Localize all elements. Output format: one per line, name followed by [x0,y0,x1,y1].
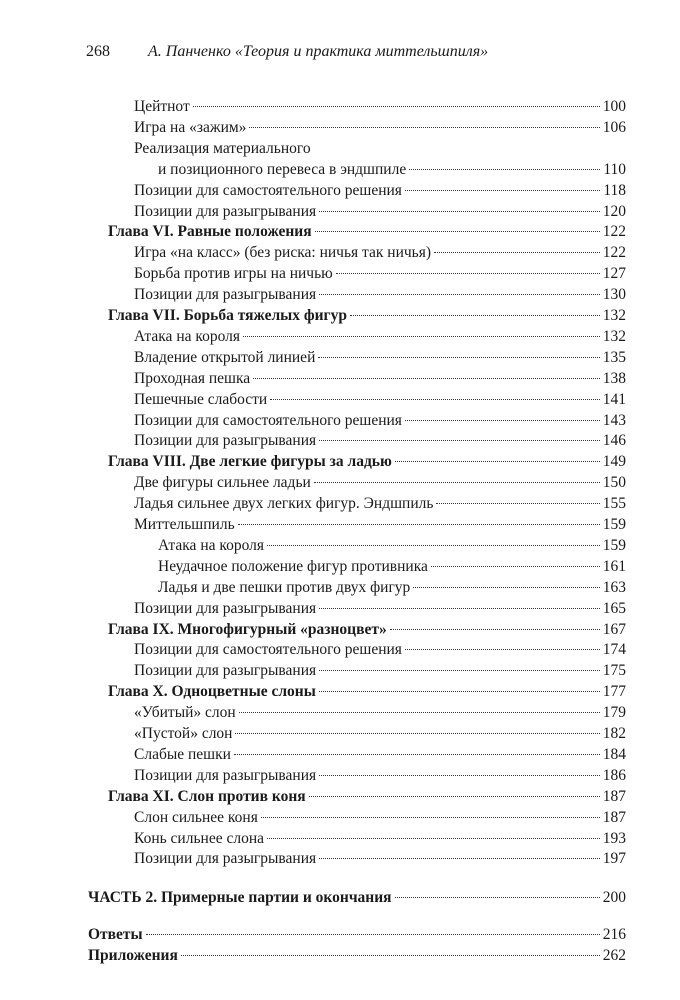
toc-part-entry [88,946,626,966]
dot-leader [261,817,600,818]
toc-entry-title: Слон сильнее коня [134,808,258,826]
toc-page-number: 132 [602,327,626,345]
toc-page-number: 100 [602,98,626,115]
dot-leader [350,315,600,316]
dot-leader [336,273,600,274]
toc-entry-title: «Убитый» слон [134,704,236,722]
toc-page-number: 174 [602,641,626,659]
toc-entry-title: Игра «на класс» (без риска: ничья так ничья) [134,244,432,262]
toc-page-number: 159 [602,516,626,533]
toc-entry-title: Глава VII. Борьба тяжелых фигур [108,307,347,324]
dot-leader [413,587,599,588]
toc-entry-title: Глава X. Одноцветные слоны [108,683,316,701]
toc-page-number: 200 [602,889,626,907]
toc-entry-title: Позиции для разыгрывания [134,202,317,220]
toc-entry-title: Игра на «зажим» [134,118,247,136]
toc-page-number: 184 [602,745,626,763]
toc-page-number: 149 [602,453,626,471]
toc-entry-title: Позиции для самостоятельного решения [134,181,402,199]
toc-section-entry [134,327,626,347]
running-title: А. Панченко «Теория и практика миттельшпиля» [148,43,489,60]
dot-leader [267,838,600,839]
toc-entry-title: Ладья сильнее двух легких фигур. Эндшпиль [134,495,434,513]
dot-leader [267,545,600,546]
toc-entry-title: Конь сильнее слона [134,829,265,847]
toc-section-entry [158,536,626,556]
toc-chapter-entry [108,787,626,807]
dot-leader [309,796,600,797]
toc-section-entry [134,808,626,828]
toc-entry-title: и позиционного перевеса в эндшпиле [158,160,407,178]
dot-leader [319,608,600,609]
dot-leader [390,629,600,630]
toc-entry-title: Приложения [88,947,178,965]
toc-page-number: 165 [602,599,626,617]
toc-section-entry [158,578,626,598]
toc-entry-title: Позиции для разыгрывания [134,432,317,450]
toc-section-entry [134,745,626,765]
dot-leader [181,955,600,956]
toc-part-entry [88,925,626,945]
toc-page-number: 120 [602,202,626,220]
dot-leader [314,482,600,483]
toc-page-number: 262 [602,947,626,965]
toc-section-entry [134,202,626,222]
toc-entry-title: Позиции для разыгрывания [134,662,317,680]
toc-section-entry [134,494,626,514]
toc-section-entry [134,766,626,786]
toc-page-number: 179 [602,704,626,722]
toc-section-entry [134,369,626,389]
toc-page-number: 143 [602,411,626,429]
dot-leader [395,897,600,898]
toc-page-number: 138 [602,369,626,387]
toc-section-entry [134,411,626,431]
toc-entry-title: Пешечные слабости [134,390,268,408]
toc-page-number: 161 [602,557,626,575]
toc-entry-title: Миттельшпиль [134,516,235,533]
dot-leader [235,733,599,734]
dot-leader [436,503,599,504]
toc-entry-title: Реализация материального [134,139,311,157]
toc-chapter-entry [108,682,626,702]
toc-page-number: 130 [602,286,626,304]
toc-entry-title: Две фигуры сильнее ладьи [134,474,311,492]
toc-entry-title: Слабые пешки [134,745,231,763]
toc-entry-title: Атака на короля [158,536,265,554]
dot-leader [405,649,600,650]
dot-leader [405,420,600,421]
toc-page-number: 150 [602,474,626,492]
toc-section-entry [134,285,626,305]
toc-page-number: 110 [603,160,626,178]
toc-entry-title: Ответы [88,926,143,944]
toc-page-number: 146 [602,432,626,450]
dot-leader [319,294,600,295]
toc-entry-title: Позиции для разыгрывания [134,599,317,617]
toc-entry-title: Глава XI. Слон против коня [108,787,306,805]
dot-leader [253,378,600,379]
running-head [86,42,626,62]
dot-leader [319,670,600,671]
toc-entry-title: Позиции для разыгрывания [134,766,317,784]
toc-entry-title: Владение открытой линией [134,348,316,366]
toc-chapter-entry [108,222,626,242]
dot-leader [193,106,600,107]
toc-page-number: 132 [602,307,626,324]
dot-leader [270,399,600,400]
toc-section-entry [134,724,626,744]
page-number: 268 [86,43,110,60]
toc-entry-title: Позиции для самостоятельного решения [134,641,402,659]
toc-page-number: 155 [602,495,626,513]
toc-page-number: 118 [603,181,626,199]
toc-entry-title: Глава VIII. Две легкие фигуры за ладью [108,453,392,471]
toc-section-entry [134,118,626,138]
toc-entry-title: Позиции для разыгрывания [134,850,317,868]
dot-leader [249,127,599,128]
toc-section-entry [134,849,626,869]
toc-entry-title: Цейтнот [134,98,190,115]
dot-leader [238,524,600,525]
dot-leader [319,211,600,212]
toc-page-number: 159 [602,536,626,554]
toc-entry-title: Ладья и две пешки против двух фигур [158,578,411,596]
toc-page-number: 177 [602,683,626,701]
dot-leader [239,712,600,713]
dot-leader [243,336,600,337]
dot-leader [318,357,599,358]
toc-section-entry [134,243,626,263]
toc-section-entry [134,829,626,849]
toc-entry-title: ЧАСТЬ 2. Примерные партии и окончания [88,889,392,907]
toc-page-number: 182 [602,725,626,742]
toc-section-entry [134,473,626,493]
dot-leader [405,190,600,191]
toc-entry-title: Проходная пешка [134,369,251,387]
toc-page-number: 216 [602,926,626,944]
toc-entry-title: Атака на короля [134,327,241,345]
toc-section-entry [158,557,626,577]
toc-entry-title: Глава VI. Равные положения [108,223,312,241]
dot-leader [319,775,600,776]
toc-page-number: 187 [602,808,626,826]
toc-section-entry [134,431,626,451]
toc-entry-title: Позиции для разыгрывания [134,286,317,304]
toc-page-number: 193 [602,829,626,847]
toc-page-number: 122 [602,223,626,241]
dot-leader [409,169,600,170]
toc-chapter-entry [108,306,626,326]
dot-leader [146,934,600,935]
toc-entry-title: Позиции для самостоятельного решения [134,411,402,429]
toc-section-entry [134,181,626,201]
toc-section-entry [134,264,626,284]
toc-page-number: 187 [602,787,626,805]
toc-page-number: 175 [602,662,626,680]
toc-section-entry [134,515,626,535]
dot-leader [431,566,600,567]
dot-leader [315,231,600,232]
toc-page-number: 167 [602,620,626,638]
dot-leader [319,691,600,692]
toc-section-entry [158,160,626,180]
toc-page-number: 186 [602,766,626,784]
toc-section-entry [134,703,626,723]
dot-leader [319,440,600,441]
dot-leader [395,461,600,462]
toc-page-number: 106 [602,118,626,136]
toc-section-entry [134,97,626,117]
toc-chapter-entry [108,620,626,640]
toc-entry-title: Глава IX. Многофигурный «разноцвет» [108,620,387,638]
toc-entry-title: Борьба против игры на ничью [134,265,333,283]
toc-page-number: 197 [602,850,626,868]
toc-section-entry [134,599,626,619]
toc-part-entry [88,888,626,908]
toc-page-number: 127 [602,265,626,283]
toc-entry-title: «Пустой» слон [134,725,233,742]
dot-leader [234,754,600,755]
toc-page-number: 141 [602,390,626,408]
toc-section-entry [134,640,626,660]
dot-leader [434,252,600,253]
toc-section-entry [134,661,626,681]
toc-section-entry [134,139,626,159]
toc-section-entry [134,348,626,368]
toc-entry-title: Неудачное положение фигур противника [158,557,428,575]
toc-page-number: 163 [602,578,626,596]
toc-chapter-entry [108,452,626,472]
toc-page-number: 122 [602,244,626,262]
dot-leader [319,858,600,859]
toc-page-number: 135 [602,348,626,366]
toc-section-entry [134,390,626,410]
